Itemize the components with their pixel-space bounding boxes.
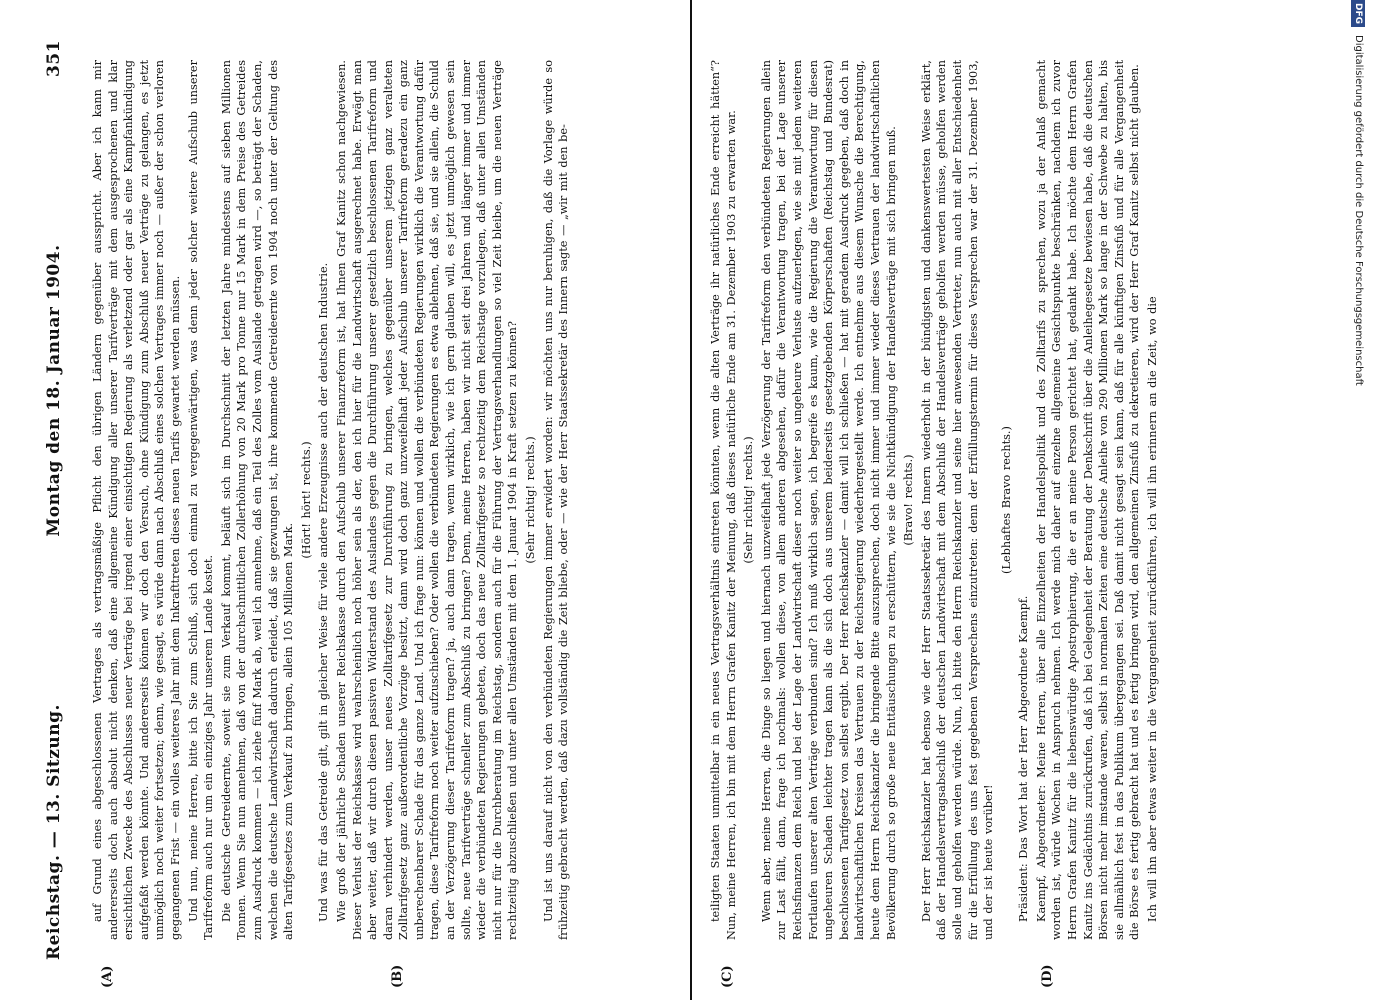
interjection: (Sehr richtig! rechts.) [742, 436, 756, 564]
paragraph: Wie groß der jährliche Schaden unserer Reichskasse durch den Aufschub unserer Finanzreform ist, hat Ihnen Graf Kanitz schon nachgewiesen. Dieser Verlust der Reichskasse wird wahrscheinlich noch höher sein als der, den ich hier für die Landwirtschaft ausgerechnet habe. Erwägt man aber weiter, daß wir durch diesen passiven Widerstand des Auslandes gegen die Durchführung unserer gesetzlich beschlossenen Tarifreform und daran verhindert werden, unser neues Zolltarifgesetz zur Durchführung zu bringen, welches gegenüber unserem jetzigen ganz veralteten Zolltarifgesetz ganz außerordentliche Vorzüge besitzt, dann wird doch ganz unzweifelhaft jeder Aufschub unserer Tarifreform geradezu ein ganz unberechenbarer Schade für das ganze Land. Und ich frage nun: können und wollen die verbündeten Regierungen wirklich die Verantwortung dafür tragen, diese Tarifreform noch weiter aufzuschieben? Oder wollen die verbündeten Regierungen es etwa ablehnen, daß sie, und sie allein, die Schuld an der Verzögerung dieser Tarifreform tragen? ja, auch dann tragen, wenn wirklich, wie ich gern glauben will, es jetzt unmöglich gewesen sein sollte, neue Tarifverträge schneller zum Abschluß zu bringen? Denn, meine Herren, haben wir nicht seit drei Jahren und länger immer und immer wieder die verbündeten Regierungen gebeten, doch das neue Zolltarifgesetz so rechtzeitig dem Reichstage vorzulegen, daß unter allen Umständen nicht nur für die Durchberatung im Reichstag, sondern auch für die Führung der Vertragsverhandlungen so viel Zeit bleibe, um die neuen Verträge rechtzeitig abzuschließen und unter allen Umständen mit dem 1. Januar 1904 in Kraft setzen zu können? [334, 60, 520, 940]
header-date: Montag den 18. Januar 1904. [44, 244, 64, 537]
page-number: 351 [44, 40, 64, 78]
paragraph: Der Herr Reichskanzler hat ebenso wie der Herr Staatssekretär des Innern wiederholt in der bündigsten und dankenswertesten Weise erklärt, daß der Handelsvertragsabschluß der deutschen Landwirtschaft mit dem Abschluß der Handelsverträge geholfen werden müsse, geholfen werden solle und geholfen werden würde. Nun, ich bitte den Herrn Reichskanzler und seine hier anwesenden Vertreter, nun auch mit aller Entschiedenheit für die Erfüllung des uns fest gegebenen Versprechens einzutreten: denn der Erfüllungstermin für dieses Versprechen war der 31. Dezember 1903, und der ist heute vorüber! [919, 60, 996, 940]
paragraph: Ich will ihn aber etwas weiter in die Vergangenheit zurückführen, ich will ihn erinnern an die Zeit, wo die [1146, 296, 1160, 922]
interjection: (Sehr richtig! rechts.) [524, 436, 538, 564]
paragraph: Kaempf, Abgeordneter: Meine Herren, über alle Einzelheiten der Handelspolitik und des Zolltarifs zu sprechen, wozu ja der Anlaß gemacht worden ist, würde Wochen in Anspruch nehmen. Ich werde mich daher auf einzelne allgemeine Gesichtspunkte beschränken, nachdem ich zuvor Herrn Grafen Kanitz für die liebenswürdige Apostrophierung, die er an meine Person gerichtet hat, gedankt habe. Ich möchte dem Herrn Grafen Kanitz ins Gedächtnis zurückrufen, daß ich bei Gelegenheit der Beratung der Denkschrift über die Anleihegesetze bewiesen habe, daß die deutschen Börsen nicht mehr imstande waren, selbst in normalen Zeiten eine deutsche Anleihe von 290 Millionen Mark so lange in der Schwebe zu halten, bis sie allmählich fest in das Publikum übergegangen sei. Daß damit nicht gesagt sein kann, daß für alle künftigen Zinsfuß und für alle Vergangenheit die Börse es fertig gebracht hat und es fertig bringen wird, den allgemeinen Zinsfuß zu dekretieren, wird der Herr Graf Kanitz selbst nicht glauben. [1034, 60, 1142, 940]
dfg-credit [1347, 0, 1369, 1000]
paragraph: teiligten Staaten unmittelbar in ein neues Vertragsverhältnis eintreten könnten, wenn die alten Verträge ihr natürliches Ende erreicht hätten“? Nun, meine Herren, ich bin mit dem Herrn Grafen Kanitz der Meinung, daß dieses natürliche Ende am 31. Dezember 1903 zu erwarten war. [709, 60, 738, 940]
dfg-logo: DFG [1351, 0, 1365, 27]
paragraph: Und was für das Getreide gilt, gilt in gleicher Weise für viele andere Erzeugnisse auch der deutschen Industrie. [317, 262, 331, 922]
column-divider [690, 0, 692, 1000]
paragraph: Wenn aber, meine Herren, die Dinge so liegen und hiernach unzweifelhaft jede Verzögerung der Tarifreform den verbündeten Regierungen allein zur Last fällt, dann, frage ich nochmals: wollen diese, von allem anderen abgesehen, dafür die Verantwortung tragen, bei der Lage unserer Reichsfinanzen dem Reich und bei der Lage der Landwirtschaft dieser noch weiter so ungeheure Verluste aufzuerlegen, wie sie mit jedem weiteren Fortlaufen unserer alten Verträge verbunden sind? Ich muß wirklich sagen, ich begreife es kaum, wie die Regierung die Verantwortung für diesen ungeheuren Schaden leichter tragen kann als die sich doch aus unserem beiderseits gesetzgebenden Körperschaften (Reichstag und Bundesrat) beschlossenen Tarifgesetz von selbst ergibt. Der Herr Reichskanzler — damit will ich schließen — hat mit geradem Ausdruck gegeben, daß doch in landwirtschaftlichen Kreisen das Vertrauen zu der Reichsregierung wiederhergestellt werde. Ich entnehme aus diesem Wunsche die Berechtigung, heute dem Herrn Reichskanzler die bringende Bitte auszusprechen, doch nicht immer und immer wieder dieses Vertrauen der landwirtschaftlichen Bevölkerung durch so große neue Enttäuschungen zu erschüttern, wie sie die Nichtkündigung der Handelsverträge mit sich bringen muß. [759, 60, 898, 940]
dfg-credit-text: Digitalisierung gefördert durch die Deutsche Forschungsgemeinschaft [1353, 35, 1364, 386]
interjection: (Lebhaftes Bravo rechts.) [999, 426, 1013, 574]
paragraph: Und nun, meine Herren, bitte ich Sie zum Schluß, sich doch einmal zu vergegenwärtigen, was denn jeder solcher weitere Aufschub unserer Tarifreform auch nur um ein einziges Jahr unserem Lande kostet. [186, 60, 216, 940]
paragraph: Präsident: Das Wort hat der Herr Abgeordnete Kaempf. [1017, 595, 1031, 922]
running-head [40, 40, 68, 960]
margin-mark-c: (C) [720, 965, 735, 988]
interjection: (Hört! hört! rechts.) [299, 441, 313, 559]
paragraph: Und ist uns darauf nicht von den verbündeten Regierungen immer erwidert worden: wir möchten uns nur beruhigen, daß die Vorlage würde so frühzeitig gebracht werden, daß dazu vollständig die Zeit bliebe, oder — wie der Herr Staatssekretär des Innern sagte — „wir mit den be- [541, 60, 571, 940]
header-left: Reichstag. — 13. Sitzung. [44, 704, 64, 960]
right-column [708, 60, 1328, 940]
paragraph: Die deutsche Getreideernte, soweit sie zum Verkauf kommt, beläuft sich im Durchschnitt der letzten Jahre mindestens auf sieben Millionen Tonnen. Wenn Sie nun annehmen, daß von der durchschnittlichen Zollerhöhung von 20 Mark pro Tonne nur 15 Mark in dem Preise des Getreides zum Ausdruck kommen — ich ziehe fünf Mark ab, weil ich annehme, daß ein Teil des Zolles vom Auslande getragen wird —, so beträgt der Schaden, welchen die deutsche Landwirtschaft dadurch erleidet, daß sie gezwungen ist, ihre kommende Getreideernte von 1904 noch unter der Geltung des alten Tarifgesetzes zum Verkauf zu bringen, allein 105 Millionen Mark. [219, 60, 296, 940]
interjection: (Bravo! rechts.) [902, 454, 916, 546]
left-column [90, 60, 670, 940]
paragraph: auf Grund eines abgeschlossenen Vertrages als vertragsmäßige Pflicht den übrigen Ländern gegenüber ausspricht. Aber ich kann mir andererseits doch auch absolut nicht denken, daß eine allgemeine Kündigung aller unserer Tarifverträge mit dem ausgesprochenen und klar ersichtlichen Zwecke des Abschlusses neuer Verträge bei irgend einer einsichtigen Regierung als verletzend oder gar als eine Kampfankündigung aufgefaßt werden könnte. Und andererseits können wir doch den Versuch, ohne Kündigung zum Abschluß neuer Verträge zu gelangen, es jetzt unmöglich noch weiter fortsetzen; denn, wie gesagt, es würde dann nach Abschluß eines solchen Vertrages immer noch — außer der schon verloren gegangenen Frist — ein volles weiteres Jahr mit dem Inkrafttreten dieses neuen Tarifs gewartet werden müssen. [91, 60, 182, 940]
dfg-credit-bar [1347, 0, 1369, 1000]
margin-mark-a: (A) [100, 965, 115, 988]
margin-mark-d: (D) [1040, 964, 1055, 988]
margin-mark-b: (B) [390, 964, 405, 988]
